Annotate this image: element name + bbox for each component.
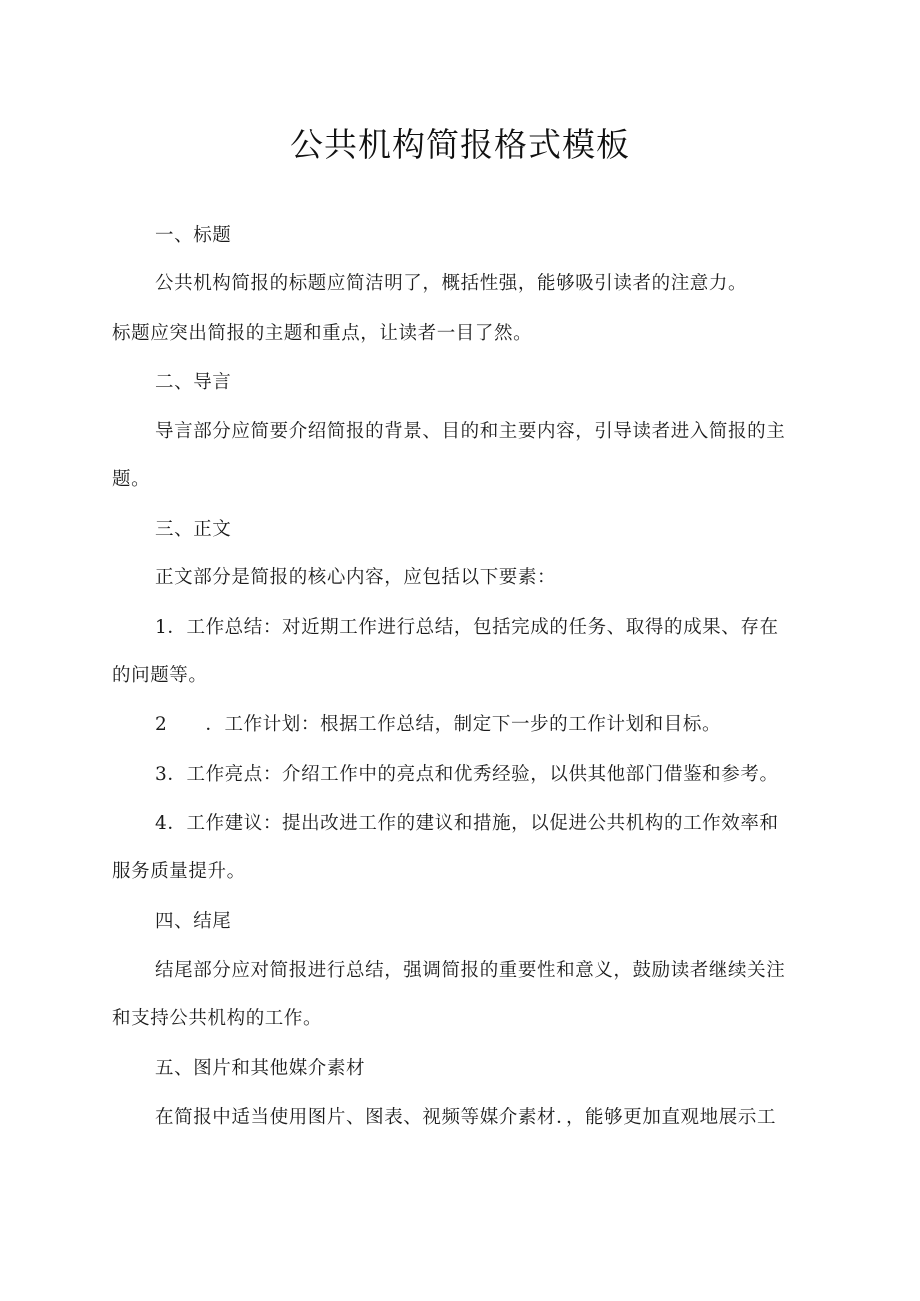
list-item-text: ．工作建议：提出改进工作的建议和措施，以促进公共机构的工作效率和 <box>167 813 779 834</box>
list-item <box>155 711 721 739</box>
paragraph-line: 正文部分是简报的核心内容，应包括以下要素： <box>155 567 557 588</box>
paragraph-line: 结尾部分应对简报进行总结，强调简报的重要性和意义，鼓励读者继续关注 <box>155 960 786 981</box>
section-heading-intro: 二、导言 <box>155 372 232 393</box>
list-item-text: ．工作计划：根据工作总结，制定下一步的工作计划和目标。 <box>205 714 722 735</box>
paragraph-line: 导言部分应简要介绍简报的背景、目的和主要内容，引导读者进入简报的主 <box>155 421 786 442</box>
paragraph-line: 在简报中适当使用图片、图表、视频等媒介素材．，能够更加直观地展示工 <box>155 1107 777 1128</box>
page-title: 公共机构简报格式模板 <box>290 125 630 164</box>
paragraph-line: 和支持公共机构的工作。 <box>112 1008 323 1029</box>
section-heading-title: 一、标题 <box>155 225 232 246</box>
list-item <box>155 761 779 789</box>
list-item-number: 4 <box>155 813 168 834</box>
list-item <box>155 614 779 642</box>
paragraph-line: 标题应突出简报的主题和重点，让读者一目了然。 <box>112 323 533 344</box>
list-item-number: 2 <box>155 714 168 735</box>
list-item <box>155 810 779 838</box>
list-item-number: 3 <box>155 764 168 785</box>
list-item-text: ．工作总结：对近期工作进行总结，包括完成的任务、取得的成果、存在 <box>167 617 779 638</box>
list-item-continuation: 的问题等。 <box>112 665 208 686</box>
list-item-number: 1 <box>155 617 168 638</box>
section-heading-ending: 四、结尾 <box>155 911 232 932</box>
section-heading-media: 五、图片和其他媒介素材 <box>155 1058 366 1079</box>
paragraph-line: 题。 <box>112 469 151 490</box>
section-heading-body: 三、正文 <box>155 519 232 540</box>
list-item-text: ．工作亮点：介绍工作中的亮点和优秀经验，以供其他部门借鉴和参考。 <box>167 764 779 785</box>
paragraph-line: 公共机构简报的标题应简洁明了，概括性强，能够吸引读者的注意力。 <box>155 273 748 294</box>
list-item-continuation: 服务质量提升。 <box>112 861 246 882</box>
